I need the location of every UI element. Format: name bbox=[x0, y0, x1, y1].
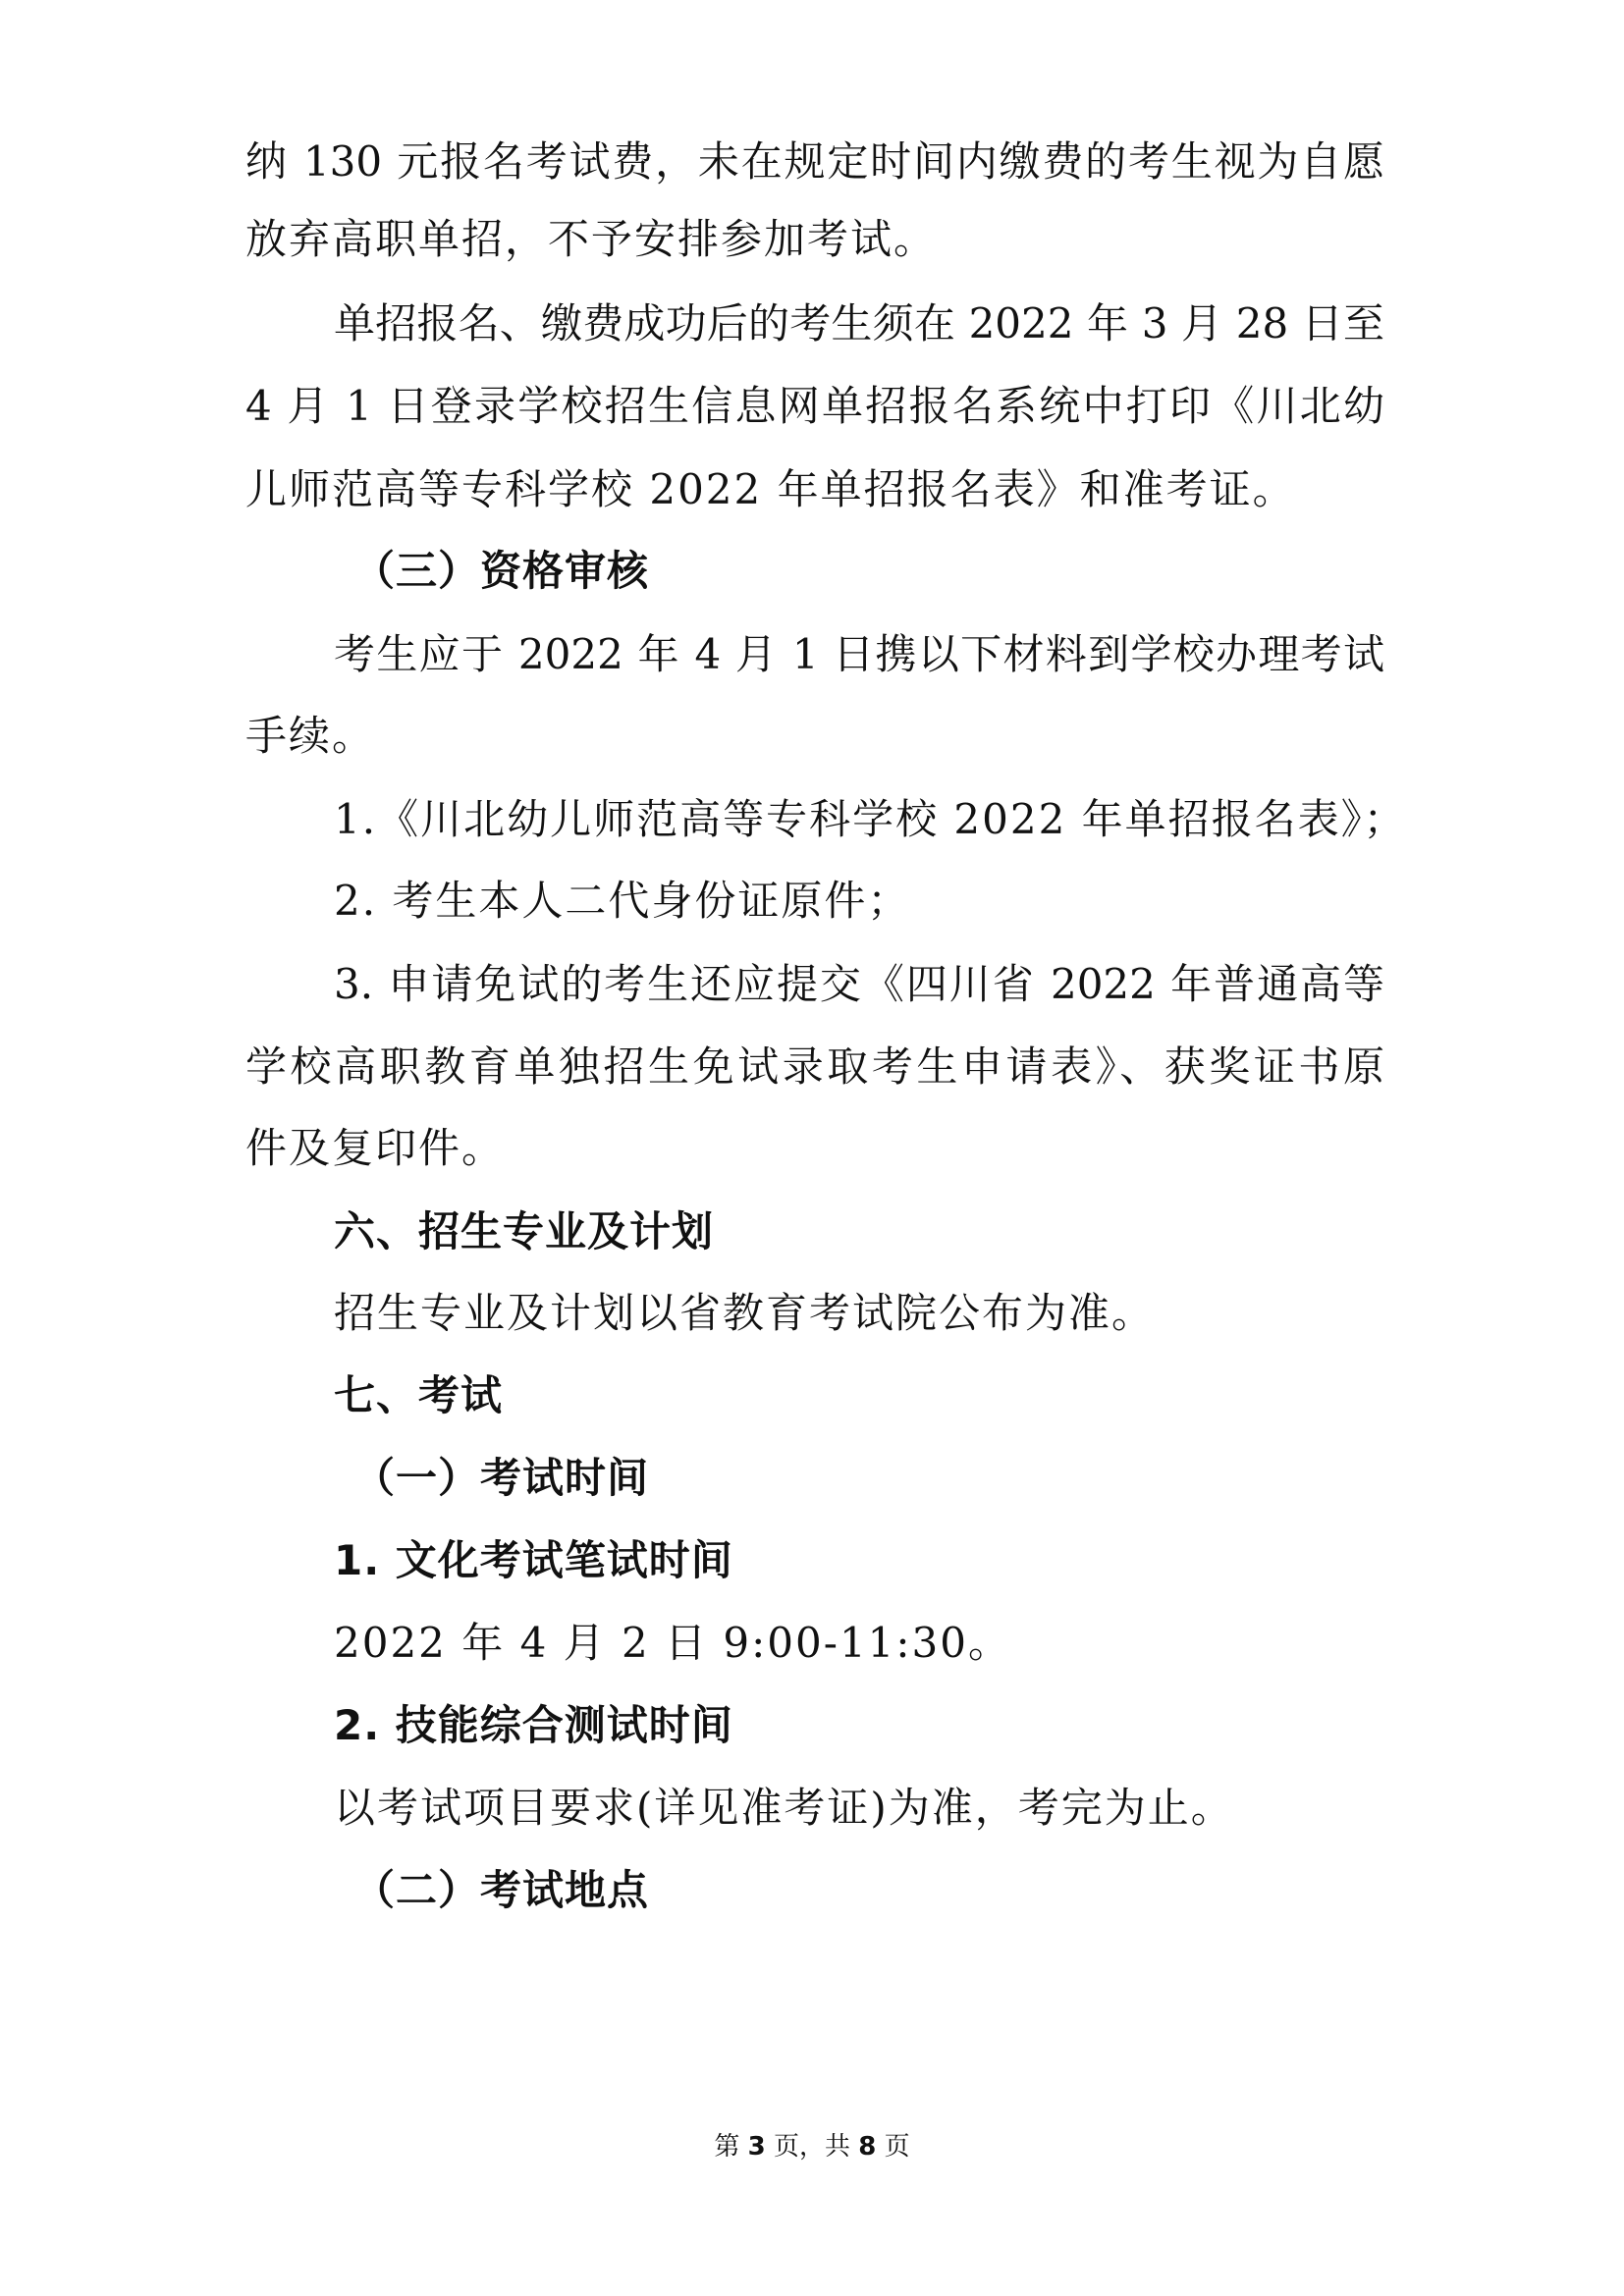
paragraph-line: 手续。 bbox=[245, 712, 376, 760]
current-page-number: 3 bbox=[747, 2132, 766, 2162]
section-heading-qualification: （三）资格审核 bbox=[353, 547, 650, 595]
subsection-heading-written: 1. 文化考试笔试时间 bbox=[334, 1536, 733, 1584]
subsection-heading-exam-time: （一）考试时间 bbox=[353, 1454, 650, 1502]
paragraph-line: 学校高职教育单独招生免试录取考生申请表》、获奖证书原 bbox=[245, 1042, 1384, 1091]
section-heading-plan: 六、招生专业及计划 bbox=[334, 1207, 715, 1255]
list-item: 3. 申请免试的考生还应提交《四川省 2022 年普通高等 bbox=[334, 960, 1384, 1008]
paragraph-line: 单招报名、缴费成功后的考生须在 2022 年 3 月 28 日至 bbox=[334, 299, 1384, 347]
page-footer bbox=[0, 2130, 1624, 2163]
paragraph-line: 考生应于 2022 年 4 月 1 日携以下材料到学校办理考试 bbox=[334, 630, 1384, 678]
paragraph-line: 儿师范高等专科学校 2022 年单招报名表》和准考证。 bbox=[245, 465, 1296, 513]
subsection-heading-skill: 2. 技能综合测试时间 bbox=[334, 1701, 733, 1749]
footer-middle: 页，共 bbox=[765, 2132, 859, 2162]
list-item: 2. 考生本人二代身份证原件； bbox=[334, 877, 911, 925]
section-heading-exam: 七、考试 bbox=[334, 1371, 504, 1419]
footer-suffix: 页 bbox=[876, 2132, 910, 2162]
paragraph-line: 放弃高职单招，不予安排参加考试。 bbox=[245, 215, 938, 263]
total-page-number: 8 bbox=[858, 2132, 877, 2162]
paragraph-line: 以考试项目要求(详见准考证)为准，考完为止。 bbox=[334, 1784, 1234, 1832]
paragraph-line: 件及复印件。 bbox=[245, 1124, 506, 1172]
paragraph-line: 4 月 1 日登录学校招生信息网单招报名系统中打印《川北幼 bbox=[245, 382, 1384, 430]
paragraph-line: 2022 年 4 月 2 日 9:00-11:30。 bbox=[334, 1619, 1011, 1667]
list-item: 1.《川北幼儿师范高等专科学校 2022 年单招报名表》； bbox=[334, 795, 1407, 843]
paragraph-line: 招生专业及计划以省教育考试院公布为准。 bbox=[334, 1289, 1156, 1337]
subsection-heading-location: （二）考试地点 bbox=[353, 1866, 650, 1914]
footer-prefix: 第 bbox=[714, 2132, 748, 2162]
paragraph-line: 纳 130 元报名考试费，未在规定时间内缴费的考生视为自愿 bbox=[245, 137, 1384, 186]
